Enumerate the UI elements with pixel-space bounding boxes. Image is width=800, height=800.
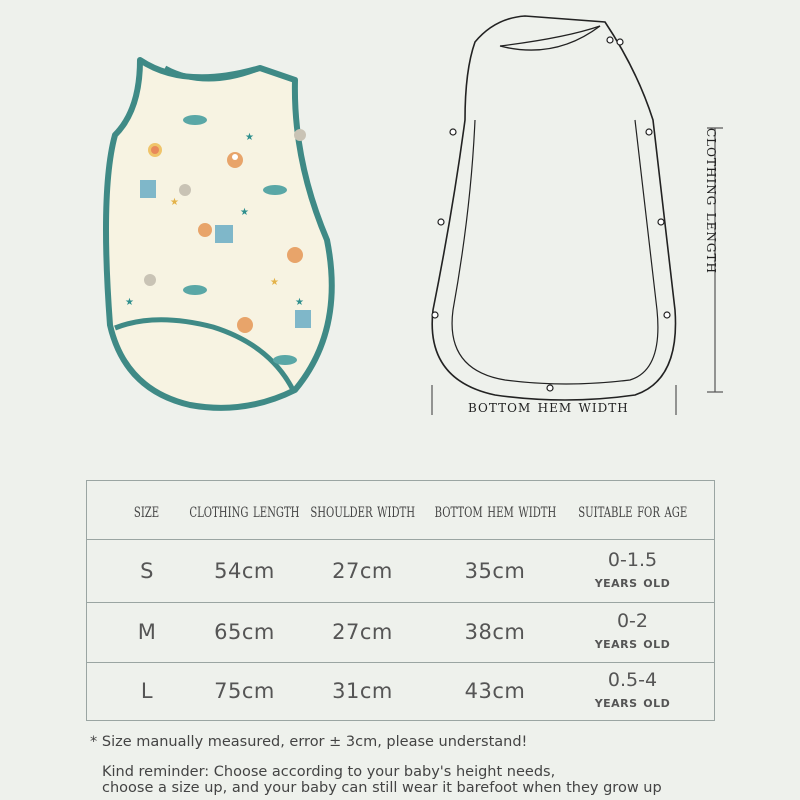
age-unit: years old: [594, 572, 671, 591]
header-shoulder-width: shoulder width: [310, 498, 415, 522]
header-clothing-length: clothing length: [189, 498, 300, 522]
outline-inner: [452, 26, 658, 384]
outline-body: [432, 16, 675, 400]
bottom-hem-width-cell: 35cm: [464, 558, 526, 583]
table-row: [87, 602, 714, 663]
age-unit: years old: [594, 634, 671, 652]
sleeping-bag-photo: [95, 40, 355, 420]
reminder-line-1: Kind reminder: Choose according to your baby's height needs,: [102, 764, 556, 780]
shoulder-width-cell: 27cm: [332, 620, 393, 644]
shoulder-width-cell: 31cm: [332, 679, 393, 703]
clothing-length-cell: 65cm: [214, 620, 275, 644]
bottom-hem-width-cell: 43cm: [464, 679, 526, 703]
age-range: 0.5-4: [607, 669, 658, 691]
table-row: [87, 539, 714, 603]
svg-text:★: ★: [125, 297, 134, 308]
header-size: size: [134, 498, 160, 522]
size-cell: S: [140, 558, 154, 583]
table-row: [87, 662, 714, 720]
clothing-length-cell: 75cm: [214, 679, 275, 703]
age-range: 0-2: [616, 610, 649, 632]
reminder-line-2: choose a size up, and your baby can still wear it barefoot when they grow up: [102, 780, 662, 796]
svg-text:★: ★: [270, 277, 279, 288]
header-bottom-hem-width: bottom hem width: [434, 498, 556, 522]
bottom-hem-width-label: bottom hem width: [468, 397, 629, 417]
svg-text:★: ★: [240, 207, 249, 218]
bottom-hem-width-cell: 38cm: [464, 620, 526, 644]
header-suitable-age: suitable for age: [578, 498, 687, 522]
age-cell: [565, 539, 700, 602]
clothing-length-cell: 54cm: [214, 558, 275, 583]
measurement-note: * Size manually measured, error ± 3cm, please understand!: [90, 734, 528, 750]
size-cell: L: [140, 679, 154, 703]
age-range: 0-1.5: [607, 548, 658, 571]
svg-text:★: ★: [295, 297, 304, 308]
size-table: [86, 480, 715, 721]
outline-diagram: [405, 10, 735, 430]
clothing-length-label: clothing length: [702, 128, 722, 274]
age-cell: [565, 662, 700, 720]
table-header-row: [87, 481, 714, 540]
age-cell: [565, 602, 700, 662]
svg-text:★: ★: [170, 197, 179, 208]
svg-text:★: ★: [245, 132, 254, 143]
size-cell: M: [137, 620, 157, 644]
shoulder-width-cell: 27cm: [332, 558, 393, 583]
age-unit: years old: [594, 693, 671, 711]
